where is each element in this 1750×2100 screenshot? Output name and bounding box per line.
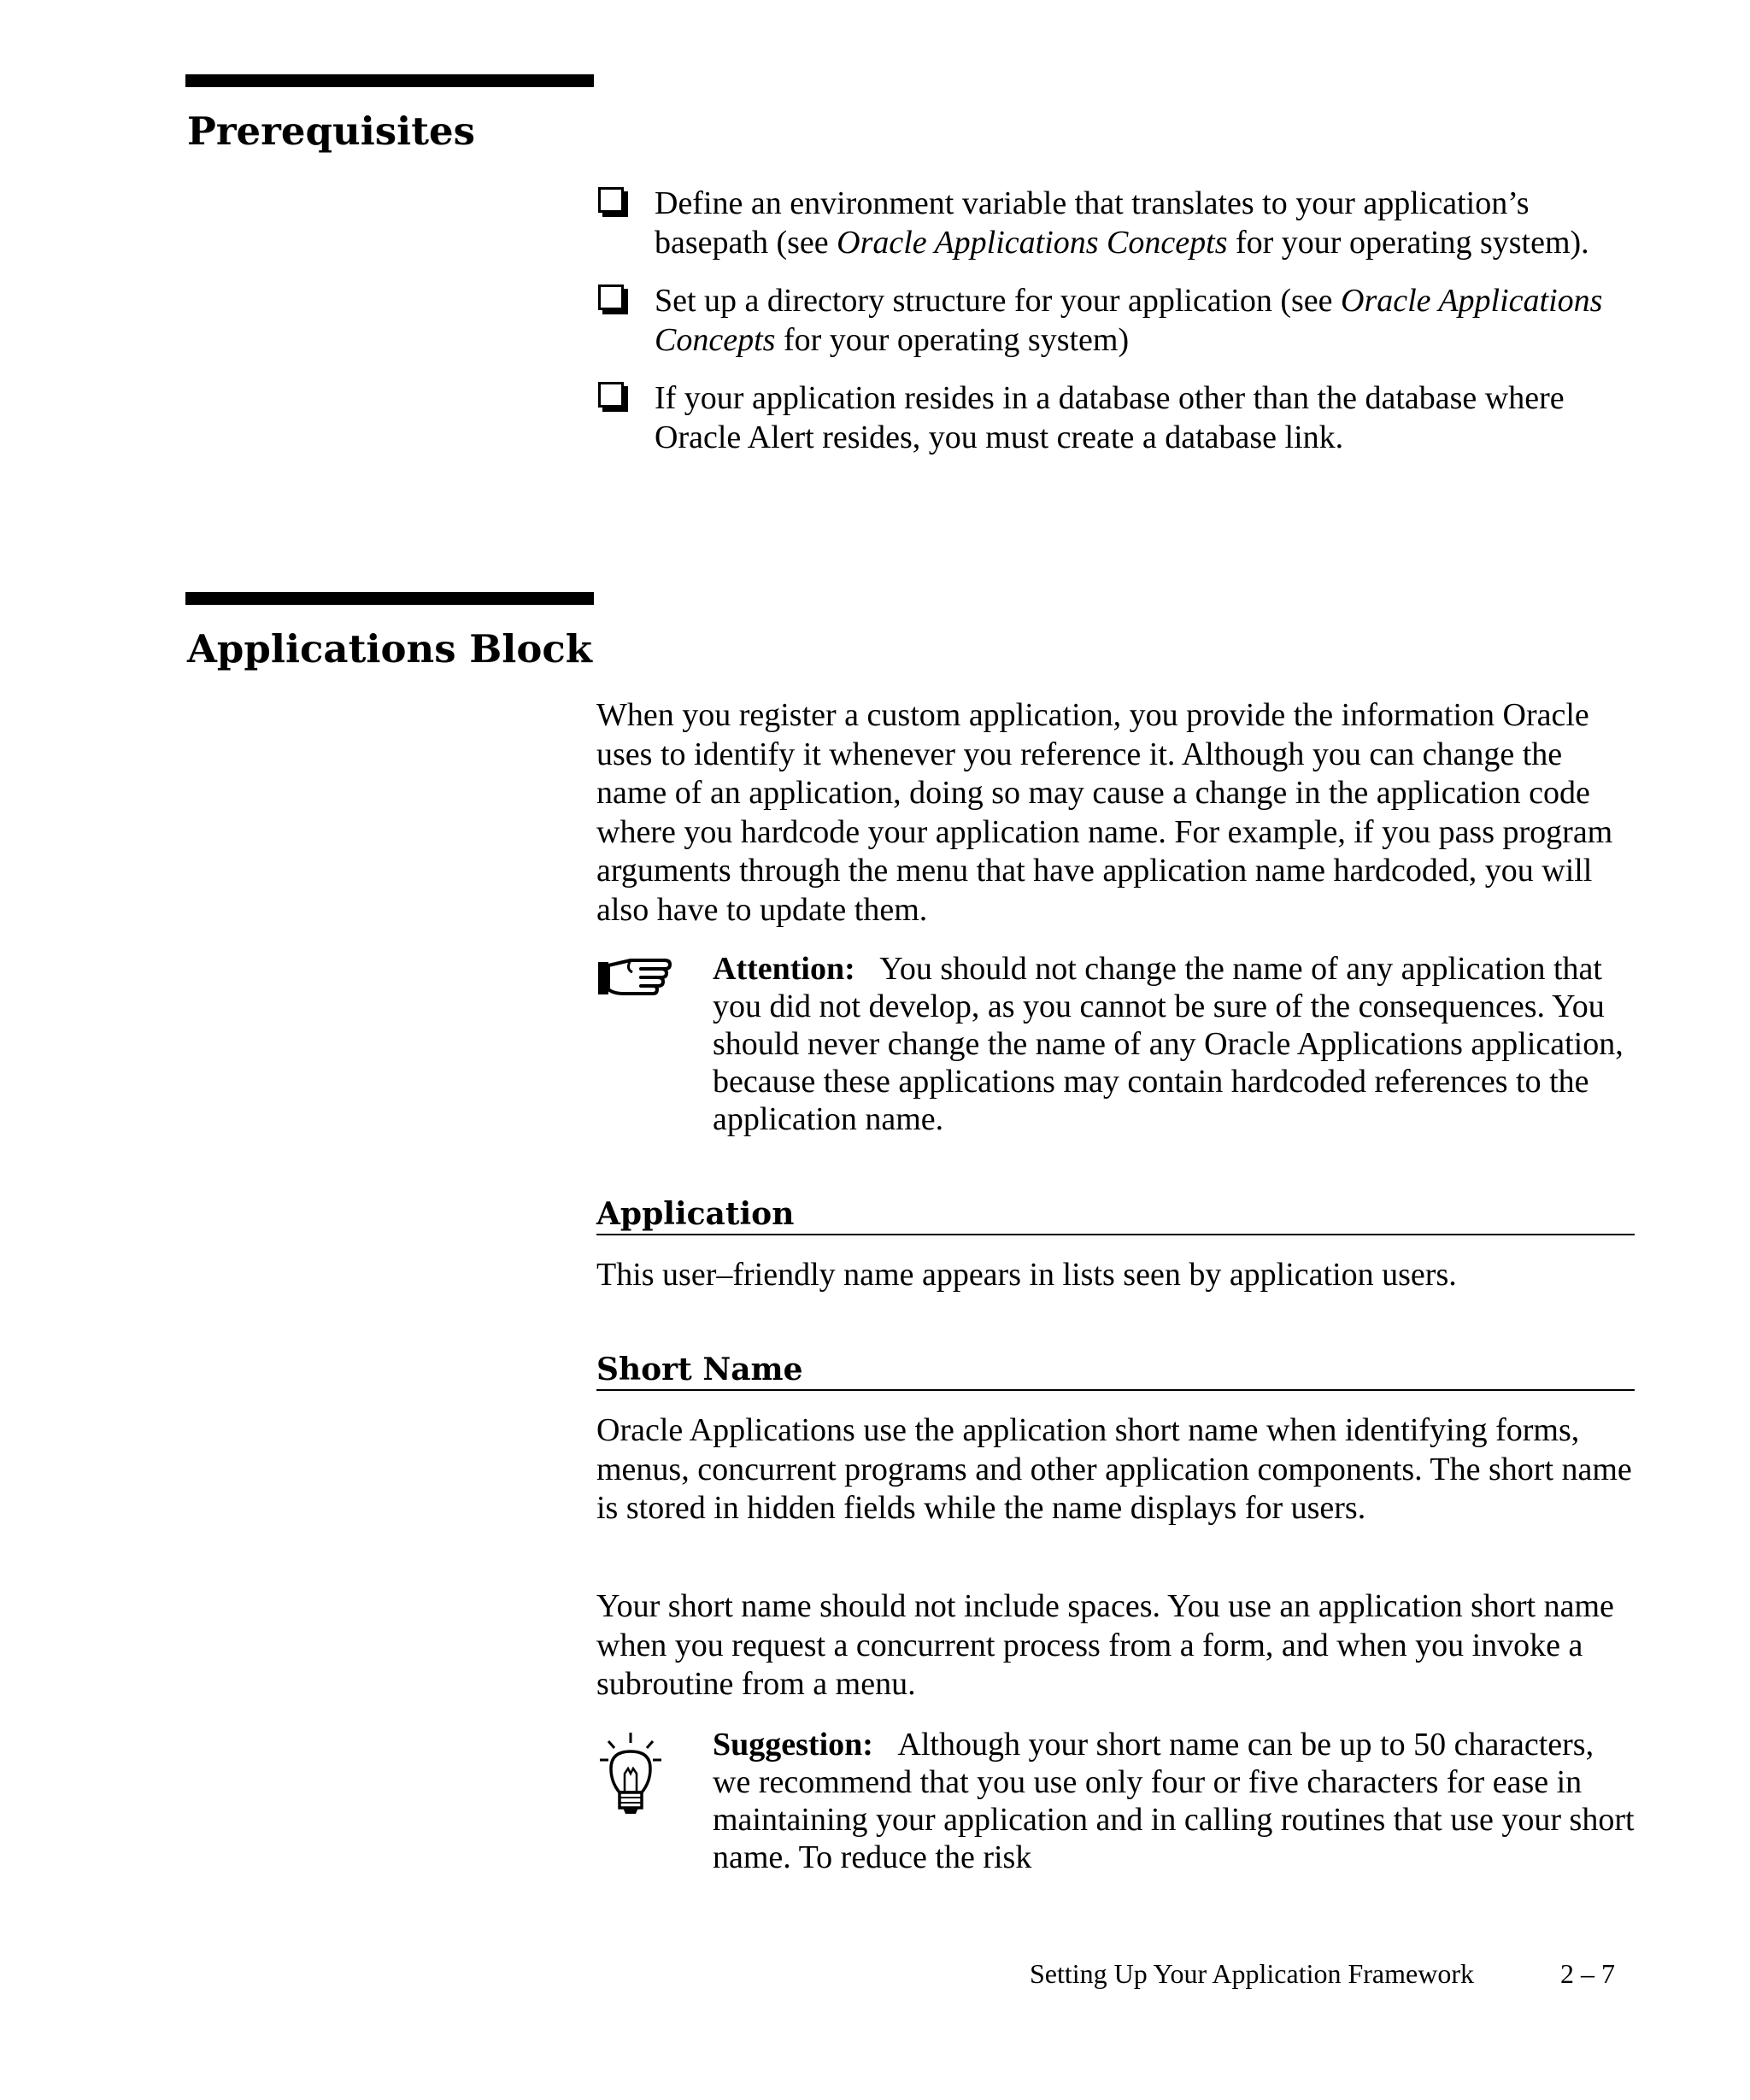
short-name-description-2: Your short name should not include spaces. You use an application short name when you request a concurrent process from a form, and when you invoke a subroutine from a menu.	[596, 1588, 1614, 1702]
suggestion-text	[713, 1726, 1635, 1876]
section-title-applications-block: Applications Block	[187, 626, 592, 672]
suggestion-label: Suggestion:	[713, 1727, 873, 1763]
attention-body: You should not change the name of any application that you did not develop, as you cannot be sure of the consequences. You should never change the name of any Oracle Applications application, because these applications may contain hardcoded references to the application name.	[713, 951, 1624, 1137]
checklist-item-book-title: Oracle Applications Concepts	[837, 225, 1228, 261]
suggestion-note	[596, 1726, 1635, 1876]
checklist-item-text: If your application resides in a database other than the database where Oracle Alert resides, you must create a database link.	[655, 380, 1565, 455]
field-heading-short-name: Short Name	[596, 1352, 1635, 1391]
prerequisites-checklist	[596, 184, 1635, 457]
checkbox-icon	[598, 284, 624, 310]
lightbulb-icon	[596, 1731, 665, 1829]
checklist-item	[596, 378, 1635, 457]
checklist-item-text-end: for your operating system).	[1227, 225, 1589, 261]
attention-label: Attention:	[713, 951, 855, 987]
footer-page-number: 2 – 7	[1560, 1958, 1615, 1989]
suggestion-body: Although your short name can be up to 50 characters, we recommend that you use only four or five characters for ease in maintaining your application and in calling routines that use your short name. To reduce the risk	[713, 1727, 1635, 1875]
checkbox-icon	[598, 187, 624, 213]
application-field-description: This user–friendly name appears in lists seen by application users.	[596, 1257, 1457, 1293]
checklist-item-text-end: for your operating system)	[775, 322, 1130, 358]
prerequisites-list-container	[596, 184, 1635, 476]
checklist-item-text: Set up a directory structure for your application (see	[655, 283, 1341, 319]
attention-text	[713, 950, 1635, 1138]
checklist-item	[596, 281, 1635, 360]
field-heading-application: Application	[596, 1196, 1635, 1235]
section-rule-applications-block	[185, 592, 594, 605]
short-name-description-1: Oracle Applications use the application short name when identifying forms, menus, concurrent programs and other application components. The short name is stored in hidden fields while the name displays for users.	[596, 1412, 1632, 1526]
attention-note	[596, 950, 1635, 1138]
checklist-item-book-title: Oracle Applications Concepts	[655, 283, 1603, 358]
pointing-hand-icon	[596, 953, 673, 1006]
checklist-item	[596, 184, 1635, 262]
checkbox-icon	[598, 382, 624, 408]
applications-block-intro: When you register a custom application, you provide the information Oracle uses to identify it whenever you reference it. Although you can change the name of an application, doing so may cause a change in the application code where you hardcode your application name. For example, if you pass program arguments through the menu that have application name hardcoded, you will also have to update them.	[596, 697, 1613, 928]
section-rule-prerequisites	[185, 74, 594, 87]
footer-chapter-title: Setting Up Your Application Framework	[1030, 1958, 1474, 1989]
checklist-item-text: Define an environment variable that translates to your application’s basepath (see	[655, 185, 1530, 261]
section-title-prerequisites: Prerequisites	[187, 109, 475, 154]
